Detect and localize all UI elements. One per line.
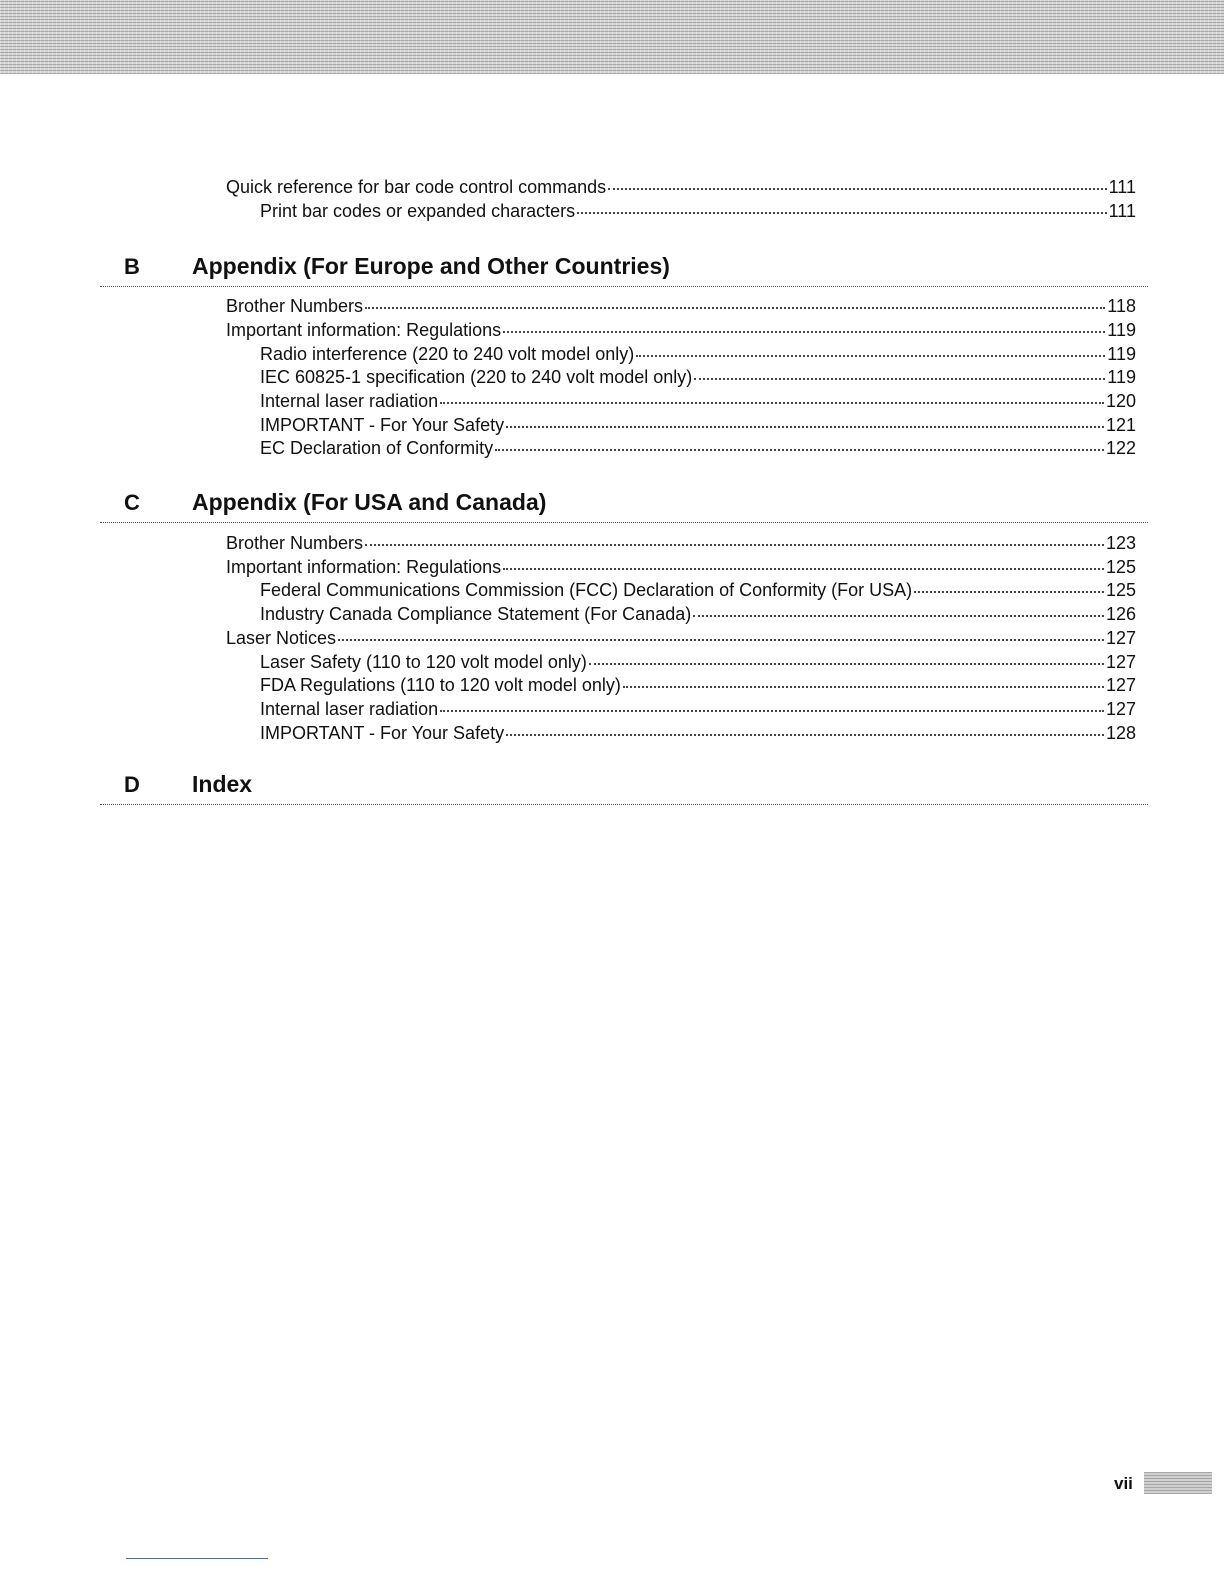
header-pattern-band [0, 0, 1224, 74]
toc-entry-page: 122 [1105, 438, 1136, 458]
toc-entry[interactable] [260, 698, 1136, 720]
toc-entry-page: 127 [1105, 675, 1136, 695]
toc-entry-text: IEC 60825-1 specification (220 to 240 volt model only) [260, 367, 693, 387]
toc-entry[interactable] [260, 674, 1136, 696]
toc-entry-text: Important information: Regulations [226, 557, 502, 577]
leader-dots [608, 188, 1106, 190]
toc-entry-text: Internal laser radiation [260, 699, 439, 719]
toc-entry-page: 119 [1107, 320, 1136, 340]
leader-dots [589, 663, 1104, 665]
toc-entry-text: Radio interference (220 to 240 volt model only) [260, 344, 635, 364]
toc-entry[interactable] [226, 176, 1136, 198]
toc-entry[interactable] [260, 651, 1136, 673]
toc-entry-text: IMPORTANT - For Your Safety [260, 723, 505, 743]
leader-dots [577, 212, 1106, 214]
leader-dots [693, 615, 1104, 617]
toc-entry-text: FDA Regulations (110 to 120 volt model only) [260, 675, 621, 695]
toc-entry-page: 125 [1105, 580, 1136, 600]
leader-dots [338, 639, 1104, 641]
leader-dots [506, 734, 1104, 736]
toc-entry[interactable] [260, 366, 1136, 388]
toc-entry-page: 121 [1105, 415, 1136, 435]
leader-dots [506, 426, 1104, 428]
toc-entry[interactable] [260, 414, 1136, 436]
leader-dots [623, 686, 1104, 688]
toc-entry-text: Federal Communications Commission (FCC) Declaration of Conformity (For USA) [260, 580, 913, 600]
chapter-heading-b[interactable] [100, 252, 1148, 287]
toc-entry-page: 111 [1108, 177, 1136, 197]
toc-entry[interactable] [226, 532, 1136, 554]
toc-entry[interactable] [226, 319, 1136, 341]
toc-entry[interactable] [260, 603, 1136, 625]
toc-entry-page: 120 [1105, 391, 1136, 411]
chapter-letter: B [124, 254, 140, 279]
toc-entry[interactable] [260, 343, 1136, 365]
toc-entry[interactable] [260, 437, 1136, 459]
toc-entry-page: 128 [1105, 723, 1136, 743]
toc-entry-page: 125 [1105, 557, 1136, 577]
toc-entry-text: EC Declaration of Conformity [260, 438, 494, 458]
toc-entry-page: 119 [1107, 344, 1136, 364]
chapter-title: Appendix (For USA and Canada) [192, 489, 547, 515]
toc-entry[interactable] [260, 390, 1136, 412]
toc-entry[interactable] [226, 295, 1136, 317]
toc-entry[interactable] [260, 579, 1136, 601]
toc-entry-page: 127 [1105, 699, 1136, 719]
leader-dots [503, 568, 1104, 570]
chapter-title: Index [192, 771, 253, 797]
toc-entry-text: Laser Notices [226, 628, 337, 648]
toc-entry-page: 127 [1105, 628, 1136, 648]
toc-entry-text: Internal laser radiation [260, 391, 439, 411]
toc-entry-page: 119 [1107, 367, 1136, 387]
chapter-heading-d[interactable] [100, 770, 1148, 805]
leader-dots [365, 307, 1105, 309]
toc-entry-text: Industry Canada Compliance Statement (For Canada) [260, 604, 692, 624]
toc-entry-page: 118 [1107, 296, 1136, 316]
leader-dots [495, 449, 1104, 451]
chapter-letter: C [124, 490, 140, 515]
toc-entry-text: IMPORTANT - For Your Safety [260, 415, 505, 435]
leader-dots [503, 331, 1105, 333]
toc-entry[interactable] [226, 627, 1136, 649]
leader-dots [694, 378, 1105, 380]
corner-pattern-tab [1144, 1472, 1212, 1494]
toc-entry-page: 126 [1105, 604, 1136, 624]
toc-entry-text: Brother Numbers [226, 296, 364, 316]
leader-dots [440, 710, 1104, 712]
toc-entry[interactable] [260, 200, 1136, 222]
footer-rule [126, 1558, 268, 1559]
chapter-heading-c[interactable] [100, 488, 1148, 523]
toc-entry-page: 111 [1108, 201, 1136, 221]
toc-entry[interactable] [226, 556, 1136, 578]
toc-entry[interactable] [260, 722, 1136, 744]
leader-dots [636, 355, 1105, 357]
chapter-title: Appendix (For Europe and Other Countries) [192, 253, 670, 279]
toc-entry-text: Laser Safety (110 to 120 volt model only) [260, 652, 587, 672]
toc-entry-page: 123 [1105, 533, 1136, 553]
leader-dots [914, 591, 1104, 593]
toc-entry-page: 127 [1105, 652, 1136, 672]
toc-entry-text: Important information: Regulations [226, 320, 502, 340]
toc-entry-text: Brother Numbers [226, 533, 364, 553]
leader-dots [365, 544, 1104, 546]
leader-dots [440, 402, 1104, 404]
toc-entry-text: Print bar codes or expanded characters [260, 201, 576, 221]
page-number: vii [1114, 1474, 1133, 1493]
chapter-letter: D [124, 772, 140, 797]
toc-entry-text: Quick reference for bar code control commands [226, 177, 607, 197]
